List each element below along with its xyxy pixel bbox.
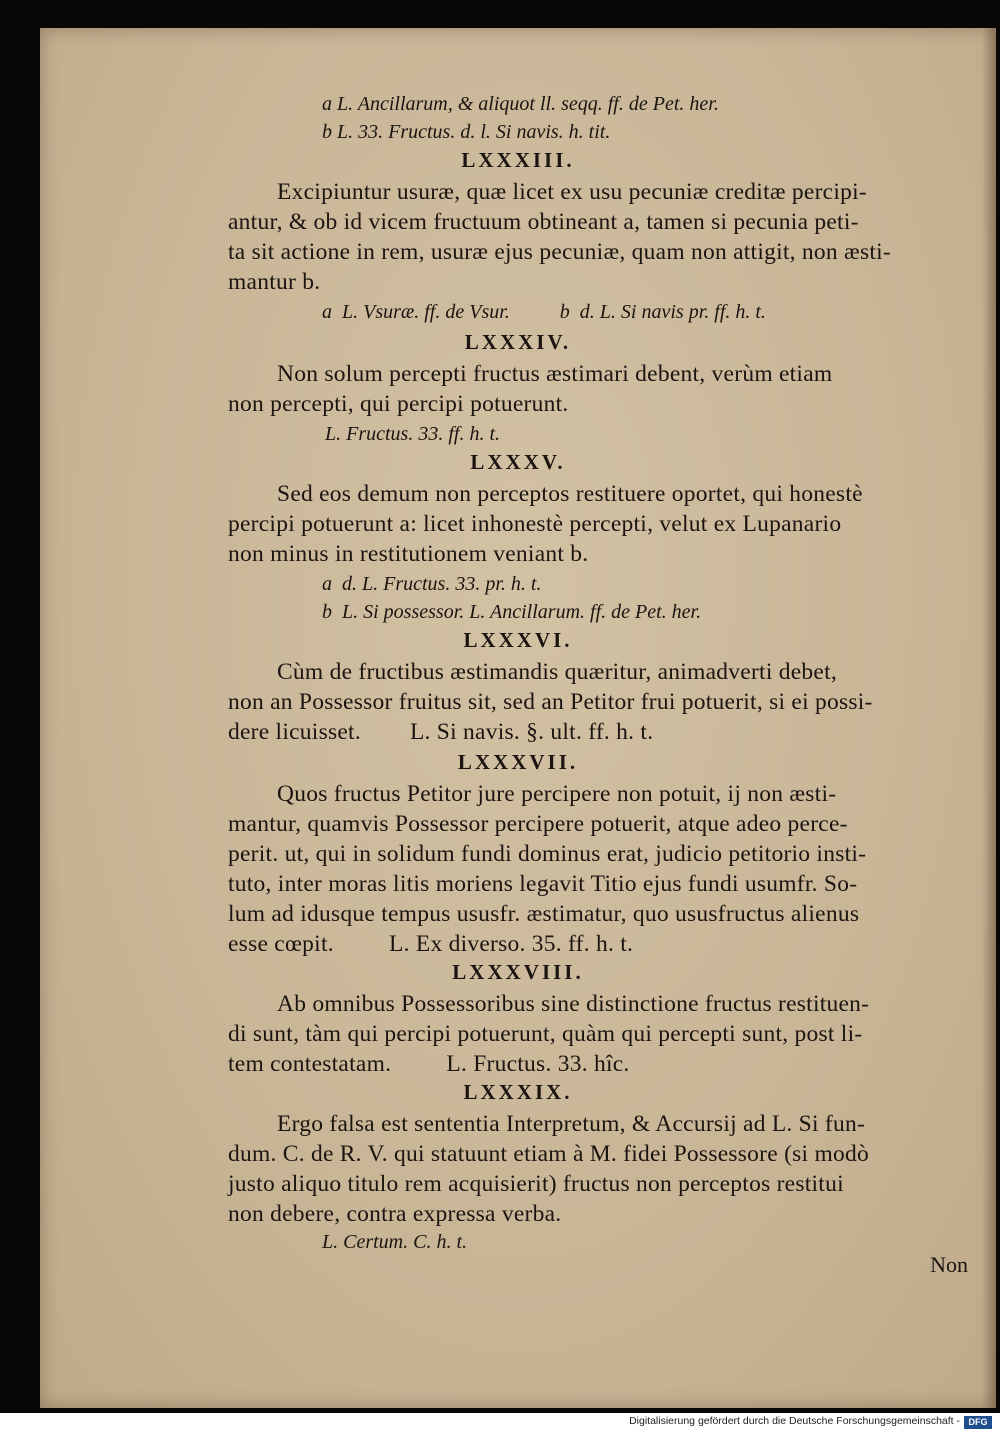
section-heading: LXXXV. <box>470 450 566 474</box>
digitization-footer <box>0 1413 1000 1432</box>
paragraph-line: percipi potuerunt a: licet inhonestè percepti, velut ex Lupanario <box>228 511 842 537</box>
catchword: Non <box>930 1252 968 1277</box>
paragraph-line: Non solum percepti fructus æstimari debent, verùm etiam <box>277 361 833 387</box>
paragraph-line: Sed eos demum non perceptos restituere oportet, qui honestè <box>277 481 863 507</box>
section-heading: LXXXVI. <box>463 628 573 652</box>
paragraph-line: non minus in restitutionem veniant b. <box>228 541 589 567</box>
footer-credit: Digitalisierung gefördert durch die Deutsche Forschungsgemeinschaft - <box>629 1415 960 1427</box>
footnote-ref: b L. Si possessor. L. Ancillarum. ff. de Pet. her. <box>322 601 702 623</box>
footnote-ref: a d. L. Fructus. 33. pr. h. t. <box>322 573 542 595</box>
book-page <box>40 28 996 1408</box>
page-edge-shadow <box>982 28 996 1408</box>
paragraph-line: justo aliquo titulo rem acquisierit) fructus non perceptos restitui <box>228 1171 844 1197</box>
section-heading: LXXXIV. <box>464 330 572 354</box>
footnote-ref: b L. 33. Fructus. d. l. Si navis. h. tit. <box>322 121 611 143</box>
paragraph-line: mantur b. <box>228 269 321 295</box>
footnote-ref: a L. Vsuræ. ff. de Vsur. b d. L. Si navis pr. ff. h. t. <box>322 301 766 323</box>
paragraph-line: tuto, inter moras litis moriens legavit Titio ejus fundi usumfr. So- <box>228 871 858 897</box>
paragraph-line: antur, & ob id vicem fructuum obtineant a, tamen si pecunia peti- <box>228 209 859 235</box>
paragraph-line: mantur, quamvis Possessor percipere potuerit, atque adeo perce- <box>228 811 848 837</box>
section-heading: LXXXVIII. <box>452 960 584 984</box>
footnote-ref: L. Fructus. 33. ff. h. t. <box>325 423 501 445</box>
paragraph-line: esse cœpit. L. Ex diverso. 35. ff. h. t. <box>228 931 634 957</box>
paragraph-line: tem contestatam. L. Fructus. 33. hîc. <box>228 1051 630 1077</box>
paragraph-line: Ergo falsa est sententia Interpretum, & Accursij ad L. Si fun- <box>277 1111 866 1137</box>
paragraph-line: non an Possessor fruitus sit, sed an Petitor frui potuerit, si ei possi- <box>228 689 873 715</box>
paragraph-line: Cùm de fructibus æstimandis quæritur, animadverti debet, <box>277 659 837 685</box>
paragraph-line: non percepti, qui percipi potuerunt. <box>228 391 569 417</box>
paragraph-line: non debere, contra expressa verba. <box>228 1201 562 1227</box>
paragraph-line: dere licuisset. L. Si navis. §. ult. ff. h. t. <box>228 719 654 745</box>
section-heading: LXXXIX. <box>463 1080 573 1104</box>
paragraph-line: di sunt, tàm qui percipi potuerunt, quàm qui percepti sunt, post li- <box>228 1021 863 1047</box>
paragraph-line: Excipiuntur usuræ, quæ licet ex usu pecuniæ creditæ percipi- <box>277 179 867 205</box>
footnote-ref: L. Certum. C. h. t. <box>322 1231 468 1253</box>
paragraph-line: lum ad idusque tempus ususfr. æstimatur, quo ususfructus alienus <box>228 901 860 927</box>
paragraph-line: perit. ut, qui in solidum fundi dominus erat, judicio petitorio insti- <box>228 841 867 867</box>
section-heading: LXXXVII. <box>457 750 579 774</box>
paragraph-line: Ab omnibus Possessoribus sine distinctione fructus restituen- <box>277 991 870 1017</box>
footnote-ref: a L. Ancillarum, & aliquot ll. seqq. ff. de Pet. her. <box>322 93 719 115</box>
dfg-logo: DFG <box>964 1416 992 1429</box>
paragraph-line: dum. C. de R. V. qui statuunt etiam à M. fidei Possessore (si modò <box>228 1141 869 1167</box>
paragraph-line: Quos fructus Petitor jure percipere non potuit, ij non æsti- <box>277 781 837 807</box>
paragraph-line: ta sit actione in rem, usuræ ejus pecuniæ, quam non attigit, non æsti- <box>228 239 892 265</box>
section-heading: LXXXIII. <box>461 148 575 172</box>
